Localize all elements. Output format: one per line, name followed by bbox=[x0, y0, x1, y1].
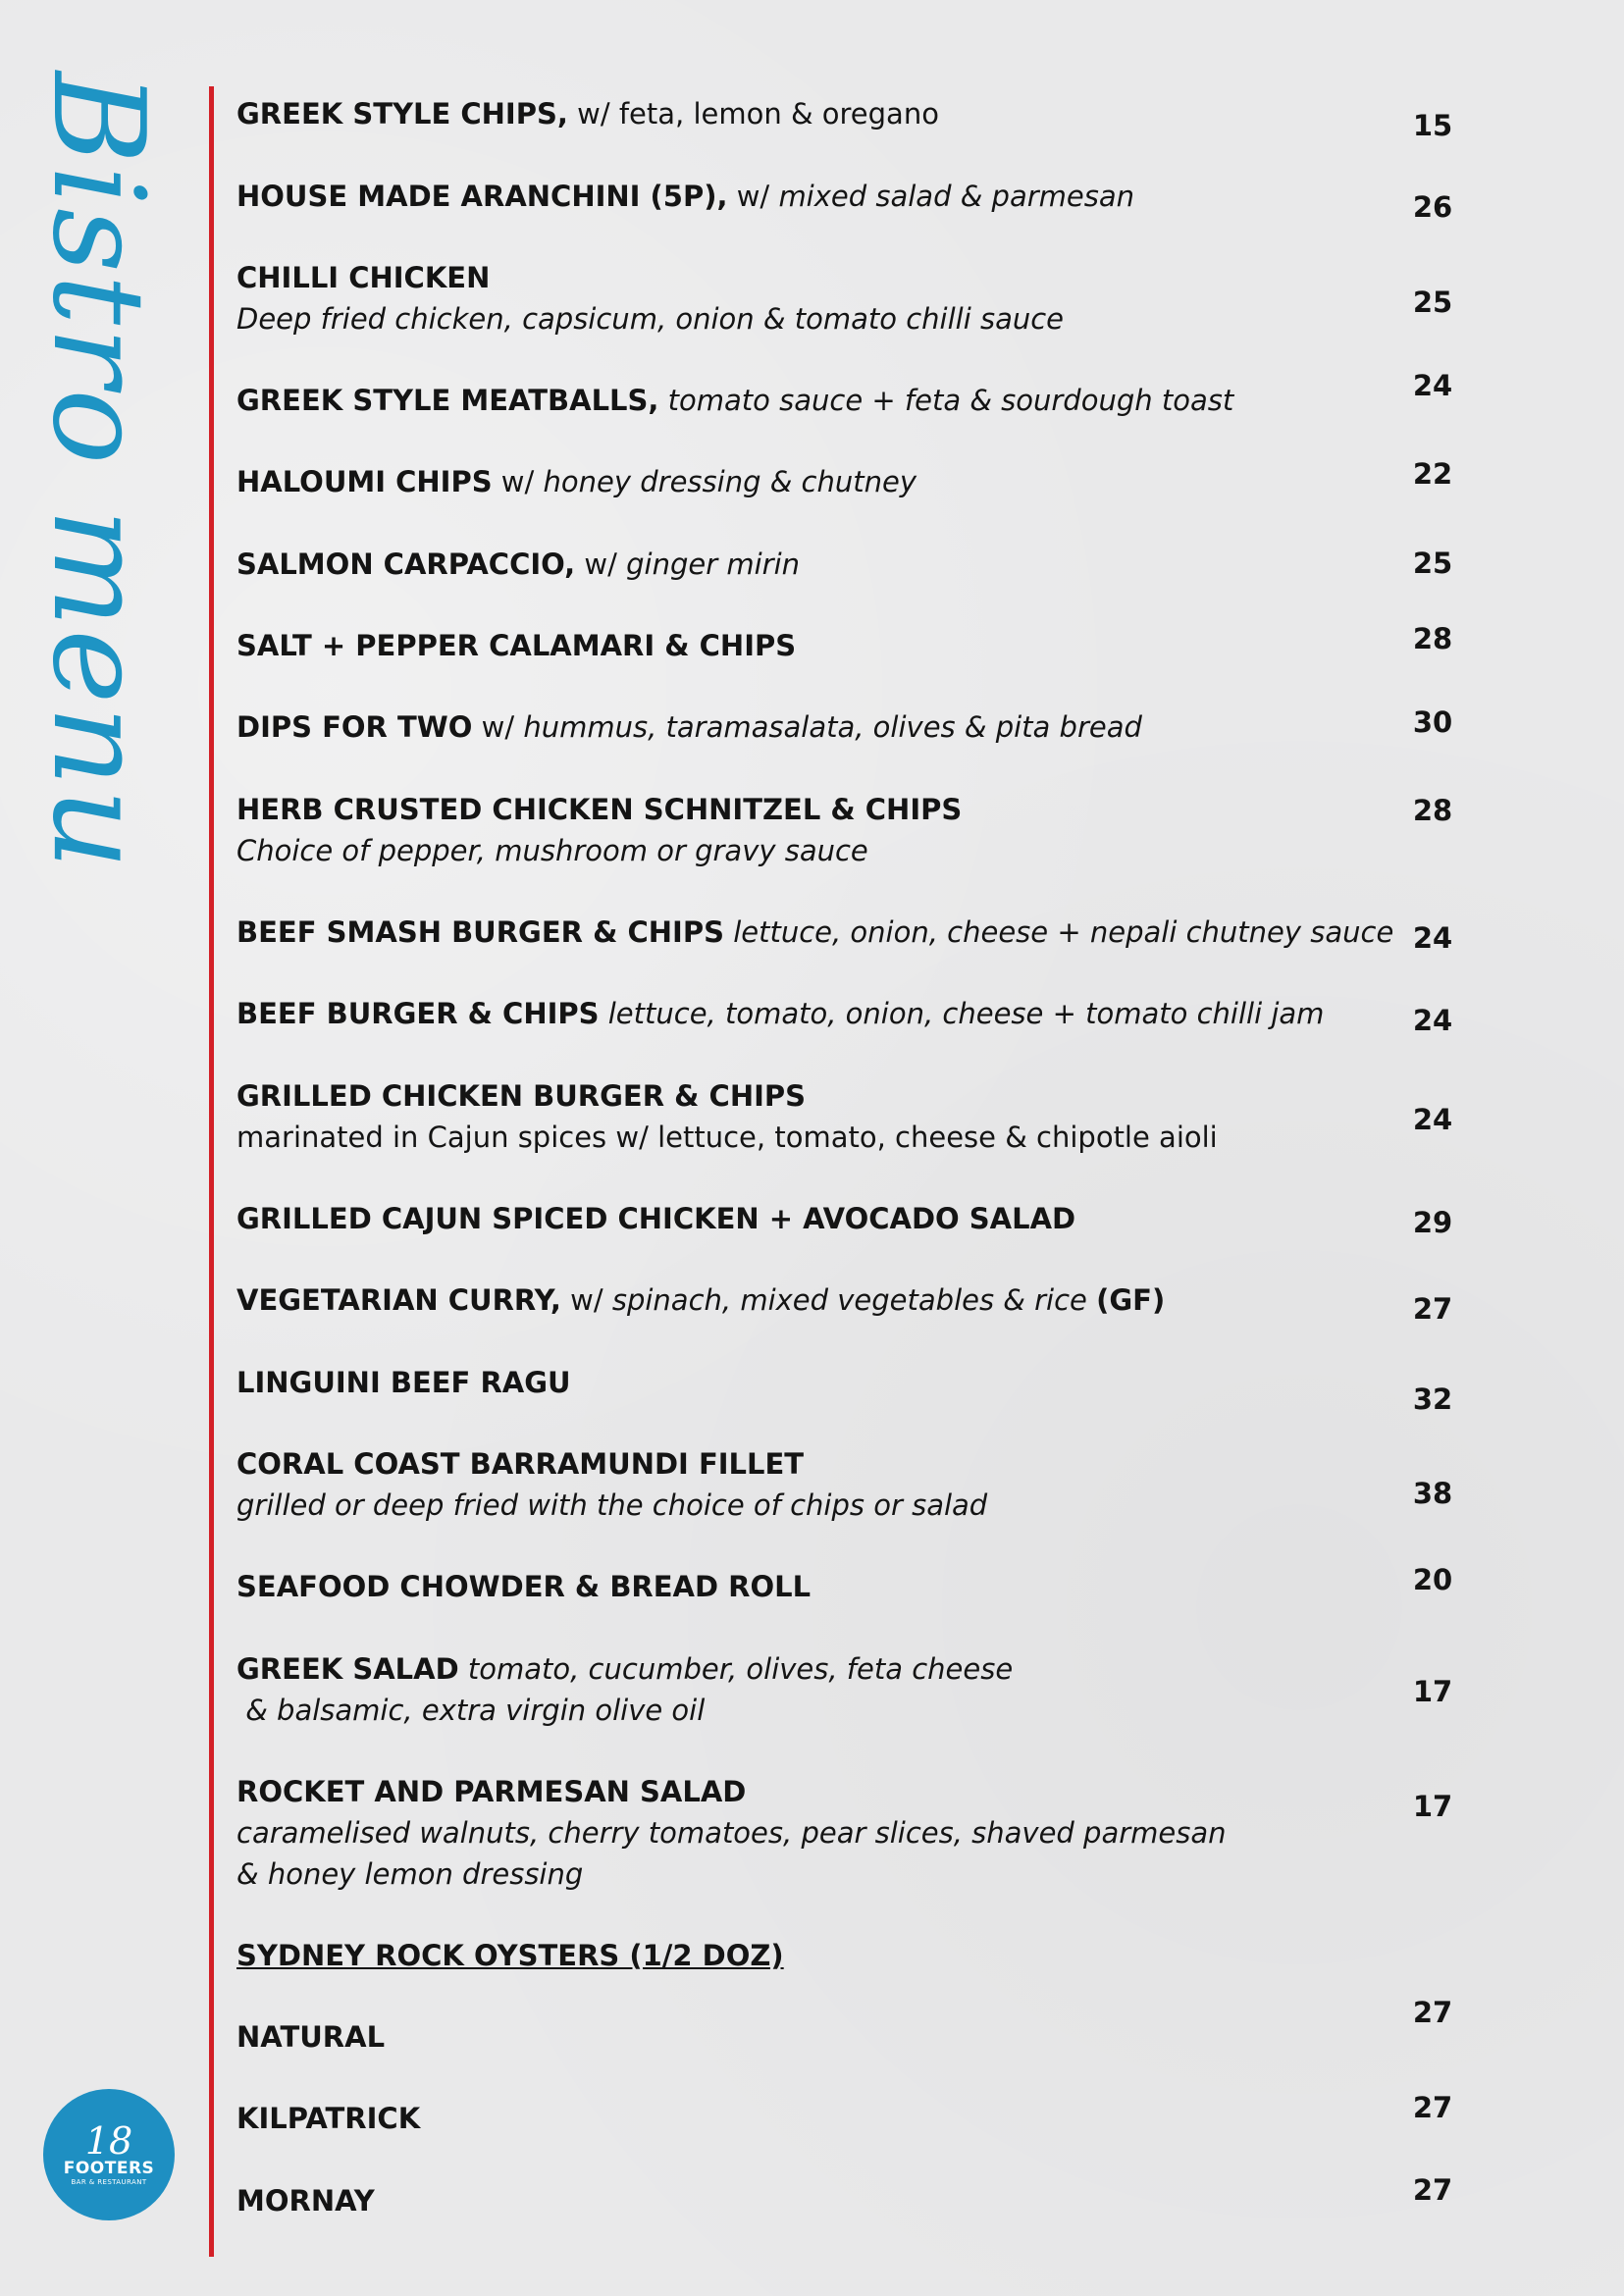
gluten-free-tag: (GF) bbox=[1096, 1283, 1166, 1317]
menu-item-rocket-parmesan-salad: ROCKET AND PARMESAN SALAD caramelised walnuts, cherry tomatoes, pear slices, shaved parmesan & honey lemon dressing bbox=[236, 1775, 1227, 1891]
menu-item-greek-style-meatballs: GREEK STYLE MEATBALLS, tomato sauce + feta & sourdough toast bbox=[236, 384, 1234, 417]
price-haloumi-chips: 22 bbox=[1412, 457, 1453, 491]
menu-item-greek-style-chips: GREEK STYLE CHIPS, w/ feta, lemon & oregano bbox=[236, 97, 939, 130]
menu-item-chicken-schnitzel: HERB CRUSTED CHICKEN SCHNITZEL & CHIPS Choice of pepper, mushroom or gravy sauce bbox=[236, 793, 963, 867]
price-cajun-chicken-avocado-salad: 29 bbox=[1412, 1206, 1453, 1239]
menu-title-wrap bbox=[25, 71, 172, 871]
oyster-option-mornay: MORNAY bbox=[236, 2184, 375, 2218]
menu-item-salt-pepper-calamari: SALT + PEPPER CALAMARI & CHIPS bbox=[236, 629, 797, 662]
price-greek-style-chips: 15 bbox=[1412, 109, 1453, 142]
menu-item-greek-salad: GREEK SALAD tomato, cucumber, olives, feta cheese & balsamic, extra virgin olive oil bbox=[236, 1652, 1014, 1727]
price-dips-for-two: 30 bbox=[1412, 705, 1453, 739]
restaurant-logo bbox=[43, 2089, 175, 2220]
menu-item-grilled-chicken-burger: GRILLED CHICKEN BURGER & CHIPS marinated in Cajun spices w/ lettuce, tomato, cheese & chipotle aioli bbox=[236, 1079, 1218, 1154]
menu-item-haloumi-chips: HALOUMI CHIPS w/ honey dressing & chutney bbox=[236, 465, 917, 498]
price-oyster-kilpatrick: 27 bbox=[1412, 2091, 1453, 2124]
price-vegetarian-curry: 27 bbox=[1412, 1292, 1453, 1326]
menu-item-beef-smash-burger: BEEF SMASH BURGER & CHIPS lettuce, onion, cheese + nepali chutney sauce bbox=[236, 915, 1394, 949]
menu-item-cajun-chicken-avocado-salad: GRILLED CAJUN SPICED CHICKEN + AVOCADO SALAD bbox=[236, 1202, 1076, 1235]
price-house-made-aranchini: 26 bbox=[1412, 190, 1453, 224]
price-greek-salad: 17 bbox=[1412, 1675, 1453, 1708]
menu-item-linguini-beef-ragu: LINGUINI BEEF RAGU bbox=[236, 1366, 571, 1399]
oyster-option-kilpatrick: KILPATRICK bbox=[236, 2102, 421, 2135]
logo-name: FOOTERS bbox=[63, 2159, 155, 2178]
menu-item-vegetarian-curry: VEGETARIAN CURRY, w/ spinach, mixed vegetables & rice (GF) bbox=[236, 1283, 1166, 1317]
menu-item-dips-for-two: DIPS FOR TWO w/ hummus, taramasalata, olives & pita bread bbox=[236, 710, 1142, 744]
price-barramundi-fillet: 38 bbox=[1412, 1477, 1453, 1510]
logo-mark: 18 bbox=[84, 2119, 133, 2163]
menu-title: Bistro menu bbox=[25, 71, 172, 871]
oysters-heading: SYDNEY ROCK OYSTERS (1/2 DOZ) bbox=[236, 1939, 784, 1972]
price-salt-pepper-calamari: 28 bbox=[1412, 622, 1453, 655]
price-seafood-chowder: 20 bbox=[1412, 1563, 1453, 1596]
price-beef-burger: 24 bbox=[1412, 1004, 1453, 1037]
price-grilled-chicken-burger: 24 bbox=[1412, 1103, 1453, 1136]
price-beef-smash-burger: 24 bbox=[1412, 921, 1453, 955]
price-chilli-chicken: 25 bbox=[1412, 286, 1453, 319]
logo-subtitle: BAR & RESTAURANT bbox=[71, 2178, 147, 2186]
price-linguini-beef-ragu: 32 bbox=[1412, 1383, 1453, 1416]
menu-item-beef-burger: BEEF BURGER & CHIPS lettuce, tomato, onion, cheese + tomato chilli jam bbox=[236, 997, 1325, 1030]
menu-item-chilli-chicken: CHILLI CHICKEN Deep fried chicken, capsicum, onion & tomato chilli sauce bbox=[236, 261, 1065, 336]
menu-item-barramundi-fillet: CORAL COAST BARRAMUNDI FILLET grilled or deep fried with the choice of chips or salad bbox=[236, 1447, 988, 1522]
price-oyster-mornay: 27 bbox=[1412, 2173, 1453, 2207]
price-rocket-parmesan-salad: 17 bbox=[1412, 1790, 1453, 1823]
menu-item-seafood-chowder: SEAFOOD CHOWDER & BREAD ROLL bbox=[236, 1570, 812, 1603]
menu-item-salmon-carpaccio: SALMON CARPACCIO, w/ ginger mirin bbox=[236, 548, 801, 581]
menu-item-house-made-aranchini: HOUSE MADE ARANCHINI (5P), w/ mixed salad & parmesan bbox=[236, 180, 1134, 213]
red-divider-line bbox=[209, 86, 214, 2257]
price-chicken-schnitzel: 28 bbox=[1412, 794, 1453, 827]
oyster-option-natural: NATURAL bbox=[236, 2020, 386, 2054]
price-greek-style-meatballs: 24 bbox=[1412, 369, 1453, 402]
price-salmon-carpaccio: 25 bbox=[1412, 547, 1453, 580]
price-oyster-natural: 27 bbox=[1412, 1996, 1453, 2029]
